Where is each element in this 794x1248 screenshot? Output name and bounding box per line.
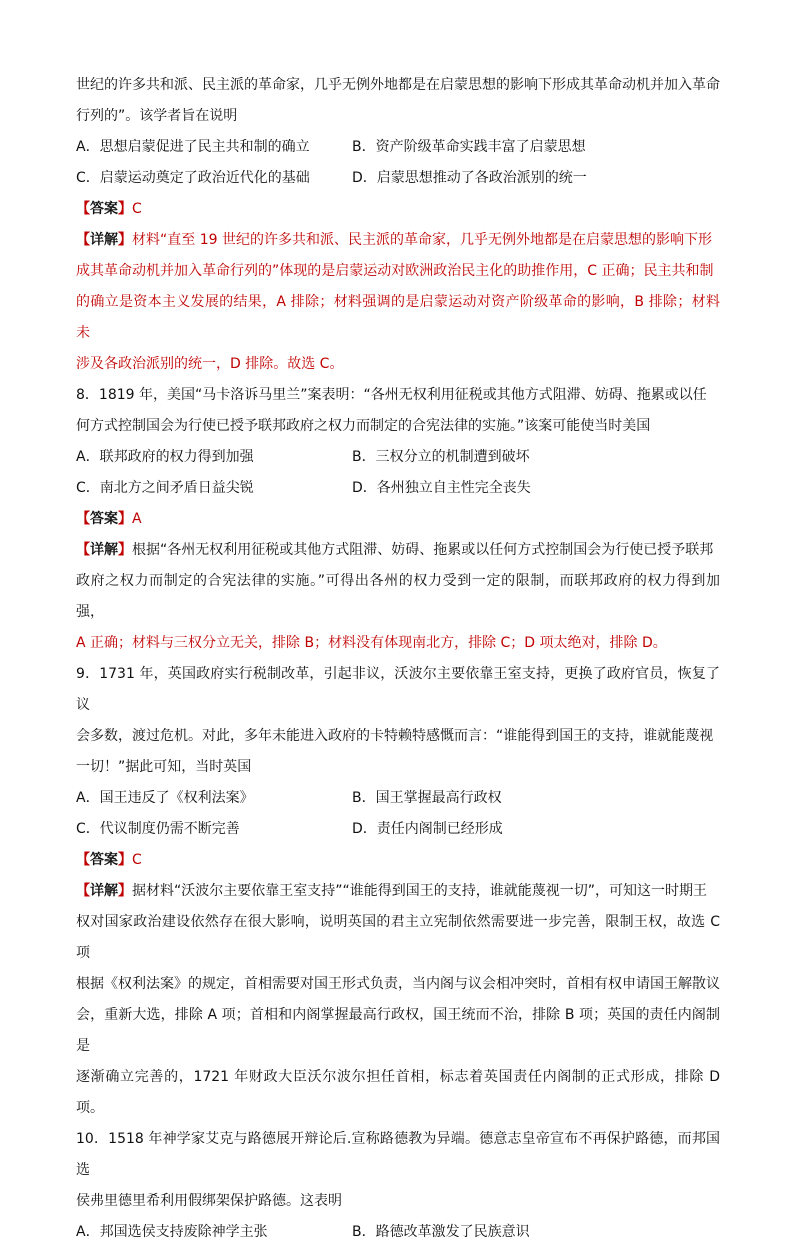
question-7-option-c: C．启蒙运动奠定了政治近代化的基础 [76,170,310,186]
detail-label: 详解 [90,542,118,558]
question-9-option-c: C．代议制度仍需不断完善 [76,821,240,837]
question-9-stem-line-2: 会多数，渡过危机。对此，多年未能进入政府的卡特赖特感慨而言：“谁能得到国王的支持，谁就能蔑视 [76,728,714,744]
question-9-detail-line-4: 会，重新大选，排除 A 项；首相和内阁掌握最高行政权，国王统而不治，排除 B 项；英国的责任内阁制是 [76,1007,720,1054]
question-10 [76,1124,720,1248]
question-8-options-row-1 [76,442,720,473]
question-9-stem-line-1: 9．1731 年，英国政府实行税制改革，引起非议，沃波尔主要依靠王室支持，更换了政府官员，恢复了议 [76,666,720,713]
question-9-option-d: D．责任内阁制已经形成 [352,821,503,837]
question-9-detail-line-1 [76,876,720,907]
answer-label: 答案 [90,201,118,217]
detail-open-bracket: 【 [76,232,90,248]
question-8-option-b: B．三权分立的机制遭到破坏 [352,449,530,465]
detail-label: 详解 [90,232,118,248]
question-9-detail-line-2: 权对国家政治建设依然存在很大影响，说明英国的君主立宪制依然需要进一步完善，限制王权，故选 C 项 [76,914,720,961]
question-7-option-a: A．思想启蒙促进了民主共和制的确立 [76,139,310,155]
question-7-options-row-2 [76,163,720,194]
detail-open-bracket: 【 [76,883,90,899]
question-10-option-a: A．邦国选侯支持废除神学主张 [76,1224,268,1240]
detail-text: 材料“直至 19 世纪的许多共和派、民主派的革命家，几乎无例外地都是在启蒙思想的影响下形 [132,232,712,248]
answer-open-bracket: 【 [76,511,90,527]
detail-text: 根据“各州无权利用征税或其他方式阻滞、妨碍、拖累或以任何方式控制国会为行使已授予联邦 [132,542,714,558]
question-9 [76,659,720,1124]
question-10-options-row-1 [76,1217,720,1248]
question-7 [76,70,720,380]
question-7-stem-line-2: 行列的”。该学者旨在说明 [76,108,238,124]
question-9-option-b: B．国王掌握最高行政权 [352,790,502,806]
question-8-option-a: A．联邦政府的权力得到加强 [76,449,254,465]
question-8 [76,380,720,659]
answer-value: C [132,852,142,868]
question-7-detail-line-3: 的确立是资本主义发展的结果，A 排除；材料强调的是启蒙运动对资产阶级革命的影响，B 排除；材料未 [76,294,720,341]
question-8-detail-line-2: 政府之权力而制定的合宪法律的实施。”可得出各州的权力受到一定的限制，而联邦政府的权力得到加强， [76,573,720,620]
answer-close-bracket: 】 [118,511,132,527]
question-9-detail-line-5: 逐渐确立完善的，1721 年财政大臣沃尔波尔担任首相，标志着英国责任内阁制的正式形成，排除 D 项。 [76,1069,720,1116]
question-8-detail-line-1 [76,535,720,566]
detail-close-bracket: 】 [118,542,132,558]
detail-open-bracket: 【 [76,542,90,558]
question-9-answer [76,845,720,876]
question-9-stem-line-3: 一切！”据此可知，当时英国 [76,759,252,775]
question-10-stem-line-1: 10．1518 年神学家艾克与路德展开辩论后.宣称路德教为异端。德意志皇帝宣布不再保护路德，而邦国选 [76,1131,720,1178]
answer-value: C [132,201,142,217]
question-8-answer [76,504,720,535]
question-7-options-row-1 [76,132,720,163]
answer-label: 答案 [90,511,118,527]
question-8-stem-line-2: 何方式控制国会为行使已授予联邦政府之权力而制定的合宪法律的实施。”该案可能使当时美国 [76,418,651,434]
answer-value: A [132,511,142,527]
document-page [76,70,720,1248]
question-8-option-d: D．各州独立自主性完全丧失 [352,480,531,496]
question-8-option-c: C．南北方之间矛盾日益尖锐 [76,480,254,496]
answer-open-bracket: 【 [76,201,90,217]
question-7-detail-line-4: 涉及各政治派别的统一，D 排除。故选 C。 [76,356,344,372]
question-9-detail-line-3: 根据《权利法案》的规定，首相需要对国王形式负责，当内阁与议会相冲突时，首相有权申请国王解散议 [76,976,720,992]
detail-close-bracket: 】 [118,232,132,248]
question-10-stem-line-2: 侯弗里德里希利用假绑架保护路德。这表明 [76,1193,342,1209]
question-7-option-d: D．启蒙思想推动了各政治派别的统一 [352,170,587,186]
question-7-option-b: B．资产阶级革命实践丰富了启蒙思想 [352,139,586,155]
detail-close-bracket: 】 [118,883,132,899]
question-7-stem-line-1: 世纪的许多共和派、民主派的革命家，几乎无例外地都是在启蒙思想的影响下形成其革命动机并加入革命 [76,77,720,93]
question-10-option-b: B．路德改革激发了民族意识 [352,1224,530,1240]
question-9-option-a: A．国王违反了《权利法案》 [76,790,254,806]
question-7-detail-line-2: 成其革命动机并加入革命行列的”体现的是启蒙运动对欧洲政治民主化的助推作用，C 正确；民主共和制 [76,263,714,279]
question-8-detail-line-3: A 正确；材料与三权分立无关，排除 B；材料没有体现南北方，排除 C；D 项太绝对，排除 D。 [76,635,667,651]
detail-text: 据材料“沃波尔主要依靠王室支持”“谁能得到国王的支持，谁就能蔑视一切”，可知这一时期王 [132,883,708,899]
detail-label: 详解 [90,883,118,899]
answer-close-bracket: 】 [118,852,132,868]
answer-close-bracket: 】 [118,201,132,217]
question-8-stem-line-1: 8．1819 年，美国“马卡洛诉马里兰”案表明：“各州无权利用征税或其他方式阻滞、妨碍、拖累或以任 [76,387,707,403]
question-7-detail-line-1 [76,225,720,256]
question-8-options-row-2 [76,473,720,504]
answer-label: 答案 [90,852,118,868]
question-7-answer [76,194,720,225]
question-9-options-row-1 [76,783,720,814]
question-9-options-row-2 [76,814,720,845]
answer-open-bracket: 【 [76,852,90,868]
